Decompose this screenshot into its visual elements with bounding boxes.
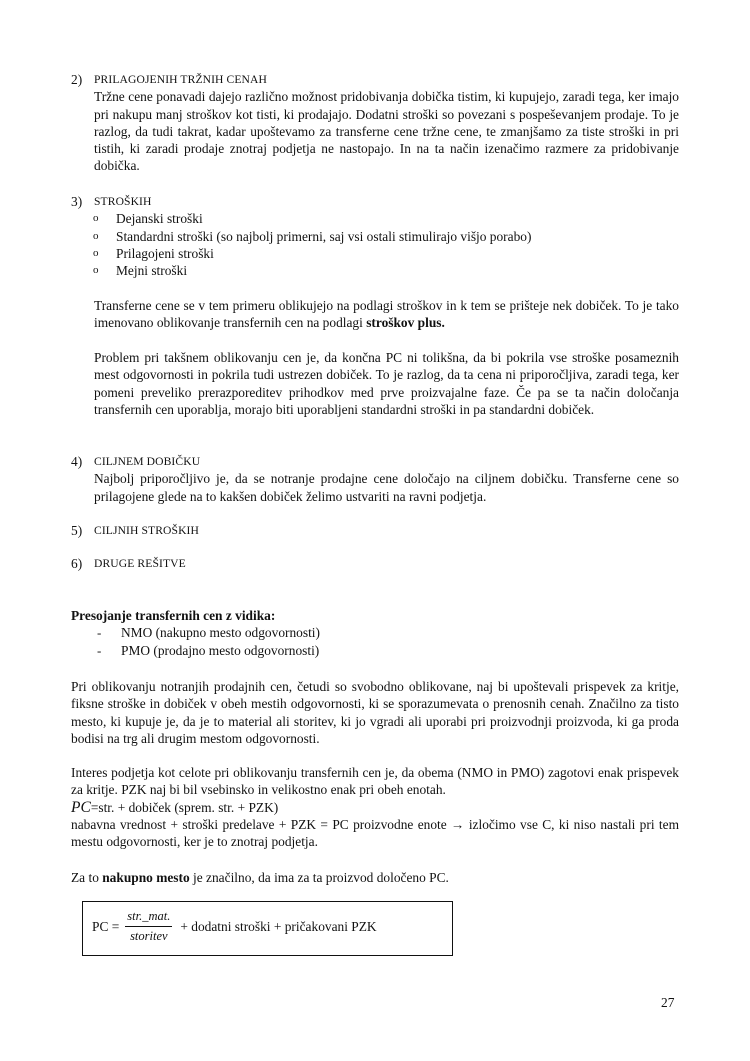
section-number: 6) (71, 556, 83, 571)
cost-plus-term: stroškov plus. (366, 315, 445, 331)
section-3 (71, 193, 679, 279)
section-text: Najbolj priporočljivo je, da se notranje prodajne cene določajo na ciljnem dobičku. Transferne cene so prilagojene glede na to kakšen dobiček želimo ustvariti na ravni podjetja. (94, 471, 679, 504)
pri-oblikovanju-paragraph: Pri oblikovanju notranjih prodajnih cen, četudi so svobodno oblikovane, naj bi upoštevali prispevek za kritje, fiksne stroške in dobiček v obeh mestih odgovornosti, ki se sporazumevata o prenosnih cenah. Značilno za tisto mesto, ki kupuje je, da je to material ali storitev, ki jo vgradi ali uporabi pri proizvodnji proizvoda, ki ga proda bodisi na trg ali drugim mestom odgovornosti. (71, 679, 679, 746)
formula-denominator: storitev (130, 929, 168, 943)
section-4 (71, 453, 679, 505)
interes-paragraph: Interes podjetja kot celote pri oblikovanju transfernih cen je, da obema (NMO in PMO) zagotovi enak prispevek za kritje. PZK naj bi bil vsebinsko in velikostno enak pri obeh enotah. PC=str. + dobiček (sprem. str. + PZK) nabavna vrednost + stroški predelave + PZK = PC proizvodne enote → izločimo vse C, ki niso nastali pri tem mestu odgovornosti, ker je to znotraj podjetja. (71, 765, 679, 850)
pc-equation: PC=str. + dobiček (sprem. str. + PZK) (71, 798, 279, 816)
cost-types-list (71, 210, 679, 279)
list-item: o Prilagojeni stroški (93, 245, 214, 261)
dash-bullet-icon: - (97, 625, 102, 641)
page-number: 27 (661, 995, 675, 1010)
section-title: STROŠKIH (94, 195, 152, 208)
section-number: 2) (71, 72, 83, 87)
bullet-circle-icon: o (93, 212, 99, 225)
section-title: PRILAGOJENIH TRŽNIH CENAH (94, 73, 267, 86)
list-item: o Mejni stroški (93, 263, 188, 279)
list-item: - PMO (prodajno mesto odgovornosti) (97, 642, 320, 658)
section-number: 5) (71, 523, 83, 538)
presojanje-list (71, 624, 679, 659)
nakupno-mesto-term: nakupno mesto (102, 870, 190, 885)
presojanje-section (71, 607, 679, 659)
list-item: o Dejanski stroški (93, 211, 203, 227)
list-item: o Standardni stroški (so najbolj primerni, saj vsi ostali stimulirajo višjo porabo) (93, 228, 532, 244)
section-6 (71, 555, 679, 572)
dash-bullet-icon: - (97, 642, 102, 658)
presojanje-heading: Presojanje transfernih cen z vidika: (71, 608, 276, 623)
section-title: DRUGE REŠITVE (94, 557, 186, 570)
zato-paragraph: Za to nakupno mesto je značilno, da ima za ta proizvod določeno PC. (71, 870, 449, 885)
formula-numerator: str._mat. (125, 909, 172, 927)
bullet-circle-icon: o (93, 264, 99, 277)
formula-fraction (125, 909, 172, 944)
cost-plus-paragraph: Transferne cene se v tem primeru oblikujejo na podlagi stroškov in k tem se prišteje nek dobiček. To je tako imenovano oblikovanje transfernih cen na podlagi stroškov plus. (94, 298, 679, 331)
problem-paragraph: Problem pri takšnem oblikovanju cen je, da končna PC ni tolikšna, da bi pokrila vse stroške posameznih mest odgovornosti in pokrila tudi ustrezen dobiček. To je razlog, da ta cena ni priporočljiva, zaradi tega, ker pomeni preveliko prerazporeditev prihodkov med prve proizvajalne faze. Če pa se ta način določanja transfernih cen uporablja, morajo biti uporabljeni standardni stroški in pa standardni dobiček. (94, 350, 679, 417)
section-number: 4) (71, 454, 83, 469)
pc-formula-box (82, 901, 453, 956)
formula-lhs: PC = (92, 918, 120, 934)
section-title: CILJNEM DOBIČKU (94, 455, 201, 468)
section-number: 3) (71, 194, 83, 209)
section-text: Tržne cene ponavadi dajejo različno možnost pridobivanja dobička tistim, ki kupujejo, zaradi tega, ker imajo pri nakupu manj stroškov kot tisti, ki prodajajo. Dodatni stroški so povezani s pospeševanjem prodaje. To je razlog, da tudi takrat, kadar upoštevamo za transferne cene tržne cene, te zmanjšamo za tiste stroški in pri tistih, ki zaradi prodaje znotraj podjetja ne nastopajo. In na ta način izenačimo razmere za pridobivanje dobička. (94, 89, 679, 174)
bullet-circle-icon: o (93, 246, 99, 259)
section-5 (71, 522, 679, 539)
section-2 (71, 71, 679, 175)
formula-rhs: + dodatni stroški + pričakovani PZK (180, 918, 377, 934)
list-item: - NMO (nakupno mesto odgovornosti) (97, 625, 320, 641)
section-title: CILJNIH STROŠKIH (94, 524, 199, 537)
bullet-circle-icon: o (93, 229, 99, 242)
